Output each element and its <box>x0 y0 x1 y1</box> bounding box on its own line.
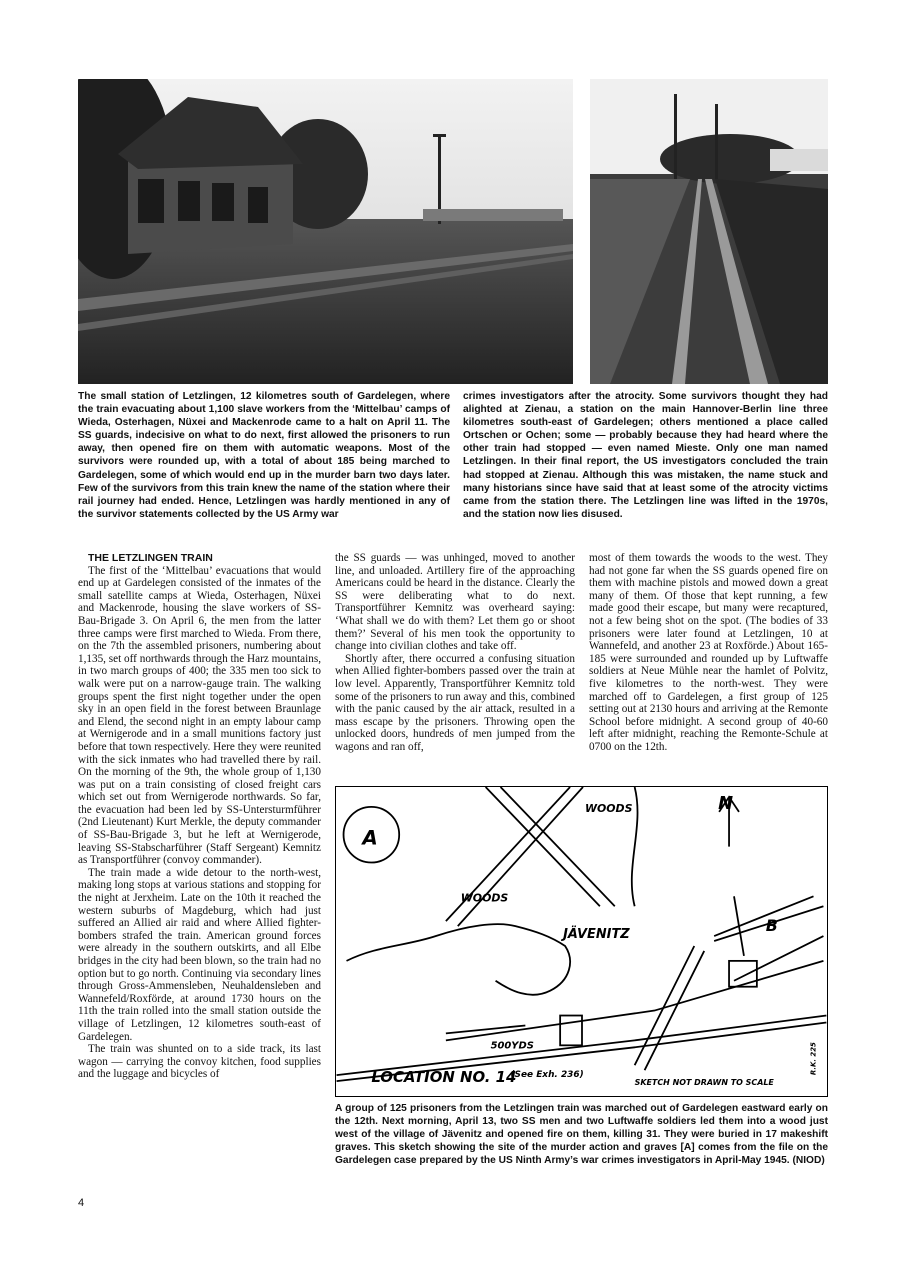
village-label: JÄVENITZ <box>563 927 630 943</box>
page-number: 4 <box>78 1197 85 1209</box>
location-label: LOCATION NO. 14 <box>371 1068 517 1087</box>
station-photo-image <box>78 79 573 384</box>
location-sketch-map <box>335 786 828 1097</box>
station-photo <box>78 79 573 384</box>
tracks-photo <box>590 79 828 384</box>
paragraph: Shortly after, there occurred a confusing situation when Allied fighter-bombers passed over the train at low level. Apparently, Transportführer Kemnitz told some of the prisoners to run away and this, combined with the panic caused by the air attack, resulted in a mass escape by the prisoners. Throwing open the unlocked doors, hundreds of men jumped from the wagons and ran off, <box>335 652 575 753</box>
road <box>486 787 600 906</box>
distance-label: 500YDS <box>490 1040 534 1052</box>
article-column-2 <box>335 552 575 754</box>
initials: R.K. 225 <box>809 1042 818 1076</box>
paragraph: the SS guards — was unhinged, moved to another line, and unloaded. Artillery fire of the approaching Americans could be heard in the distance. Clearly the SS were deliberating what to do next. Transportführer Kemnitz was overheard saying: ‘What shall we do with them? Let them go or shoot them?’ Several of his men took the opportunity to change into civilian clothes and take off. <box>335 552 575 653</box>
photo-caption-left: The small station of Letzlingen, 12 kilometres south of Gardelegen, where the train evacuating about 1,100 slave workers from the ‘Mittelbau’ camps of Wieda, Osterhagen, Nüxei and Mackenrode came to a halt on April 11. The SS guards, indecisive on what to do next, first allowed the prisoners to run away, then opened fire on them with automatic weapons. Most of the survivors were rounded up, with a total of about 185 being marched to Gardelegen, some of which would end up in the murder barn two days later. Few of the survivors from this train knew the name of the station where their rail journey had ended. Hence, Letzlingen was hardly mentioned in any of the survivor statements collected by the US Army war <box>78 391 450 520</box>
stream <box>632 787 638 906</box>
building <box>560 1016 582 1046</box>
paragraph: The train made a wide detour to the north-west, making long stops at various stations and stopping for the night at Jerxheim. Late on the 10th it reached the western suburbs of Magdeburg, which had just suffered an Allied air raid and where Allied fighter-bombers strafed the train. American ground forces were already in the southern outskirts, and all Elbe bridges in the city had been blown, so the train had no option but to go north. Continuing via secondary lines through Gross-Ammensleben, Neuhaldensleben and Wannefeld/Roxförde, at around 1730 hours on the 11th the train rolled into the small station outside the village of Letzlingen, 12 kilometres south-east of Gardelegen. <box>78 866 321 1043</box>
map-caption: A group of 125 prisoners from the Letzlingen train was marched out of Gardelegen eastward early on the 12th. Next morning, April 13, two SS men and two Luftwaffe soldiers led them into a wood just west of the village of Jävenitz and opened fire on them, killing 31. They were buried in 17 makeshift graves. This sketch showing the site of the murder action and graves [A] comes from the file on the Gardelegen case prepared by the US Ninth Army’s war crimes investigators in April-May 1945. (NIOD) <box>335 1103 828 1167</box>
road <box>714 896 813 936</box>
building <box>729 961 757 987</box>
pointer-b <box>734 896 744 956</box>
woods-label-top: WOODS <box>584 801 633 815</box>
article-column-3 <box>589 552 828 754</box>
sketch-map-drawing <box>336 787 827 1096</box>
tracks-photo-image <box>590 79 828 384</box>
wood-edge <box>347 924 571 995</box>
distance-marker <box>446 1025 525 1033</box>
road <box>635 946 695 1065</box>
paragraph: The train was shunted on to a side track, its last wagon — carrying the convoy kitchen, food supplies and the luggage and bicycles of <box>78 1043 321 1081</box>
article-column-1 <box>78 552 321 1081</box>
woods-label-left: WOODS <box>460 891 509 905</box>
paragraph: The first of the ‘Mittelbau’ evacuations that would end up at Gardelegen consisted of the inmates of the small satellite camps at Wieda, Osterhagen, Nüxei and Mackenrode, housing the slave workers of SS-Bau-Brigade 3. On April 6, the men from the latter three camps were first marched to Wieda. From there, on the 7th the assembled prisoners, numbering about 1,135, set off northwards through the Harz mountains, in two march groups of 400; the 335 men too sick to walk were put on a narrow-gauge train. The walking groups spent the first night together under the open sky in an open field in the forest between Braunlage and Elend, the second night in an empty labour camp at Wernigerode and in a small munitions factory just before that town respectively. Here they were reunited with the sick inmates who had travelled there by rail. On the morning of the 9th, the whole group of 1,130 was put on a train consisting of closed freight cars which set out from Wernigerode northwards. So far, the evacuation had been led by SS-Untersturmführer (2nd Lieutenant) Kurt Merkle, the deputy commander of SS-Bau-Brigade 3, but he left at Wernigerode, leaving SS-Stabscharführer (Staff Sergeant) Kemnitz as Transportführer (convoy commander). <box>78 564 321 867</box>
label-b: B <box>765 916 778 936</box>
photo-caption-right: crimes investigators after the atrocity. Some survivors thought they had alighted at Zienau, a station on the main Hannover-Berlin line three kilometres south-east of Gardelegen; others mentioned a place called Ortschen or Ochen; some — probably because they had heard where the other train had stopped — even named Mieste. Only one man named Letzlingen. In their final report, the US investigators concluded the train had stopped at Zienau. Although this was mistaken, the name stuck and many historians since have said that at least some of the atrocity victims came from the station there. The Letzlingen line was lifted in the 1970s, and the station now lies disused. <box>463 391 828 520</box>
exhibit-label: (See Exh. 236) <box>510 1070 584 1081</box>
article-heading: THE LETZLINGEN TRAIN <box>88 552 213 564</box>
north-label: N <box>718 792 734 814</box>
paragraph: most of them towards the woods to the west. They had not gone far when the SS guards opened fire on them with machine pistols and mowed down a great many of them. Of those that kept running, a few made good their escape, but many were recaptured, not a few being shot on the spot. (The bodies of 33 prisoners were later found at Letzlingen, 10 at Wannefeld, and another 23 at Roxförde.) About 165-185 were surrounded and rounded up by Luftwaffe soldiers at Neue Mühle near the hamlet of Polvitz, five kilometres to the north-west. They were marched off to Gardelegen, a first group of 125 setting out at 2130 hours and arriving at the Remonte School before midnight. A second group of 40-60 left after midnight, reaching the Remonte-Schule at 0700 on the 12th. <box>589 552 828 753</box>
scale-note: SKETCH NOT DRAWN TO SCALE <box>634 1078 774 1088</box>
label-a: A <box>362 826 378 850</box>
